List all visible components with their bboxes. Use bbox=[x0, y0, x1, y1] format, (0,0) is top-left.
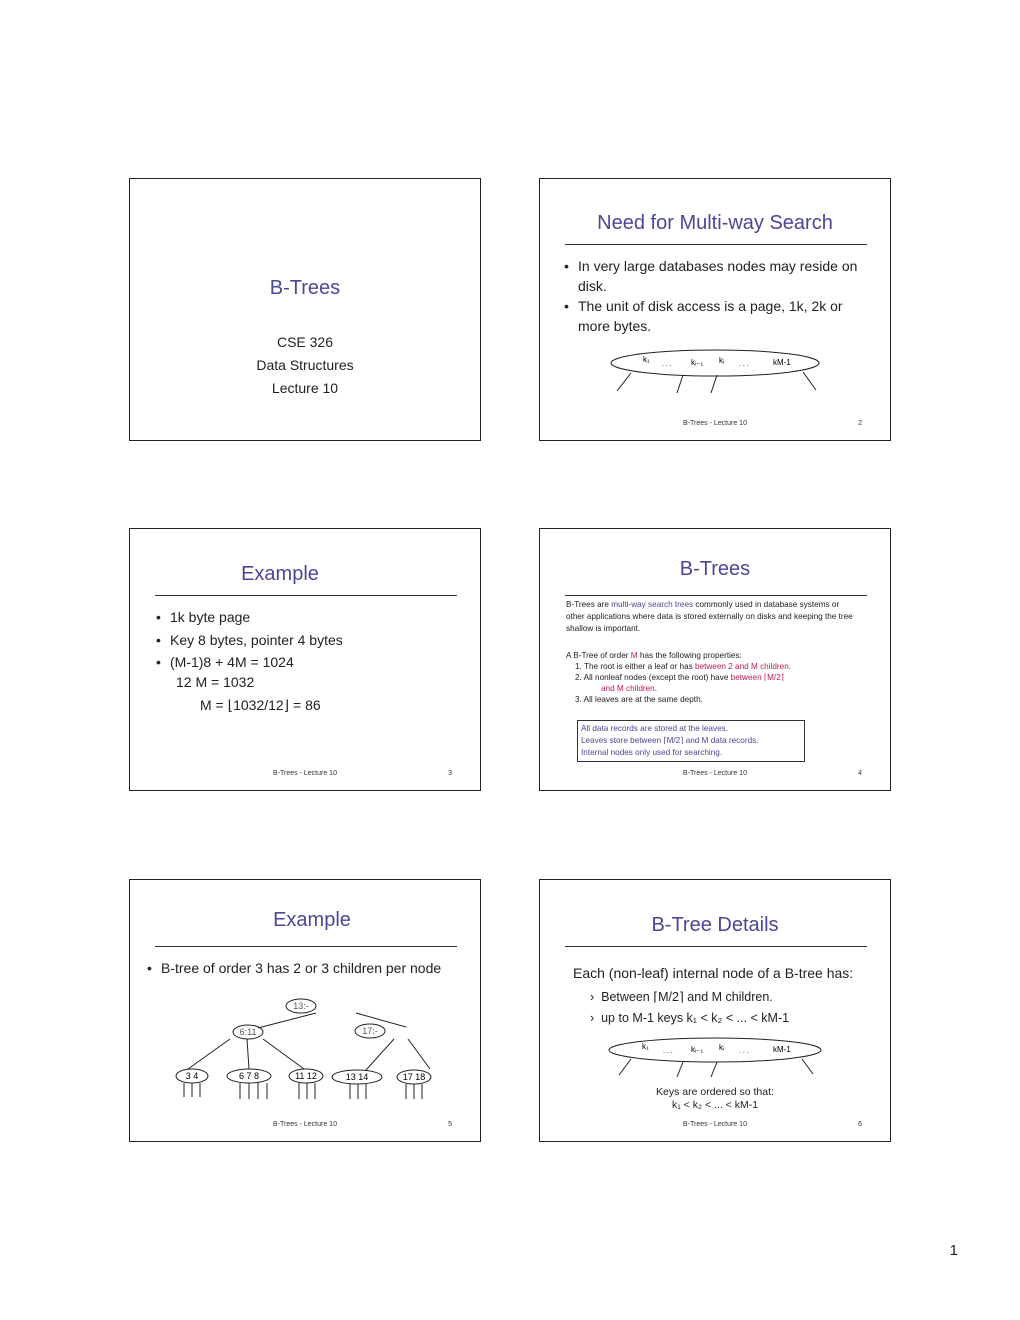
bullet-list bbox=[154, 606, 464, 674]
bullet-item: • B-tree of order 3 has 2 or 3 children per node bbox=[145, 959, 445, 978]
leaf-node: 6 7 8 bbox=[238, 1071, 260, 1081]
summary-box bbox=[577, 720, 805, 762]
key-ki-1: kᵢ₋₁ bbox=[691, 1045, 704, 1054]
key-ki: kᵢ bbox=[719, 356, 725, 365]
property-3: 3. All leaves are at the same depth. bbox=[575, 695, 703, 704]
leaf-node: 17 18 bbox=[402, 1072, 426, 1082]
key-dots: . . . bbox=[663, 1048, 673, 1055]
page-number: 1 bbox=[949, 1242, 958, 1259]
slide-5 bbox=[129, 879, 481, 1142]
leaf-node: 3 4 bbox=[185, 1071, 199, 1081]
leaf-node: 11 12 bbox=[295, 1071, 317, 1081]
key-dots: . . . bbox=[739, 1048, 749, 1055]
slide-number: 2 bbox=[858, 420, 862, 427]
equation-line: 12 M = 1032 bbox=[176, 674, 255, 690]
slide-number: 5 bbox=[448, 1121, 452, 1128]
intro-highlight: multi-way search trees bbox=[611, 600, 694, 609]
slide-number: 4 bbox=[858, 770, 862, 777]
bullet-list bbox=[145, 959, 445, 978]
node-diagram bbox=[610, 347, 830, 395]
bullet-item: • (M-1)8 + 4M = 1024 bbox=[154, 651, 464, 674]
slide-footer: B-Trees - Lecture 10 bbox=[683, 1121, 747, 1128]
bullet-item: • The unit of disk access is a page, 1k, 2k or more bytes. bbox=[562, 296, 872, 336]
bullet-item: • Key 8 bytes, pointer 4 bytes bbox=[154, 629, 464, 652]
sub-list bbox=[590, 987, 789, 1029]
properties-intro: A B-Tree of order M has the following properties: bbox=[566, 651, 742, 660]
summary-line: Leaves store between ⌈M/2⌉ and M data records. bbox=[581, 736, 759, 745]
arrow-icon: › bbox=[590, 1011, 602, 1025]
intro-paragraph bbox=[566, 599, 856, 635]
arrow-icon: › bbox=[590, 990, 602, 1004]
sub-item: › Between ⌈M/2⌉ and M children. bbox=[590, 990, 773, 1004]
slide-title: Need for Multi-way Search bbox=[597, 212, 833, 234]
slide-title: B-Trees bbox=[679, 558, 751, 580]
key-k1: k₁ bbox=[643, 355, 650, 364]
property-2-cont: and M children. bbox=[601, 684, 657, 693]
slide-title: Example bbox=[241, 563, 319, 585]
key-ki-1: kᵢ₋₁ bbox=[691, 358, 704, 367]
slide-4 bbox=[539, 528, 891, 791]
lecture-label: Lecture 10 bbox=[271, 380, 339, 396]
slide-footer: B-Trees - Lecture 10 bbox=[273, 1121, 337, 1128]
root-node: 13:- bbox=[293, 1001, 309, 1011]
summary-line: All data records are stored at the leaves. bbox=[581, 724, 728, 733]
summary-line: Internal nodes only used for searching. bbox=[581, 748, 723, 757]
slide-number: 6 bbox=[858, 1121, 862, 1128]
intro-text: B-Trees are bbox=[566, 600, 612, 609]
node-diagram bbox=[608, 1037, 828, 1079]
slide-3 bbox=[129, 528, 481, 791]
intro-text: commonly used in database systems or other applications where data is stored externally on disks and keeping the tree shallow is important. bbox=[566, 600, 853, 633]
properties-block bbox=[566, 650, 866, 705]
equation-result: M = ⌊1032/12⌋ = 86 bbox=[200, 697, 321, 713]
title-rule bbox=[565, 595, 867, 596]
key-km-1: kM-1 bbox=[773, 1045, 791, 1054]
property-1: 1. The root is either a leaf or has between 2 and M children. bbox=[575, 662, 792, 671]
slide-title: B-Tree Details bbox=[651, 914, 779, 936]
key-k1: k₁ bbox=[642, 1042, 649, 1051]
slide-title: B-Trees bbox=[269, 277, 341, 299]
subtitle-block bbox=[130, 331, 480, 400]
slide-6 bbox=[539, 879, 891, 1142]
slide-1 bbox=[129, 178, 481, 441]
slide-footer: B-Trees - Lecture 10 bbox=[683, 770, 747, 777]
internal-node-left: 6:11 bbox=[239, 1027, 257, 1037]
leaf-node: 13 14 bbox=[345, 1072, 369, 1082]
slide-2 bbox=[539, 178, 891, 441]
title-rule bbox=[565, 946, 867, 947]
slide-footer: B-Trees - Lecture 10 bbox=[273, 770, 337, 777]
btree-diagram bbox=[170, 998, 440, 1116]
course-name: Data Structures bbox=[256, 357, 354, 373]
key-dots: . . . bbox=[662, 361, 672, 368]
course-code: CSE 326 bbox=[276, 334, 334, 350]
slide-title: Example bbox=[273, 909, 351, 931]
lead-text: Each (non-leaf) internal node of a B-tree has: bbox=[573, 965, 854, 981]
caption-line: Keys are ordered so that: bbox=[656, 1086, 774, 1098]
key-km-1: kM-1 bbox=[773, 358, 791, 367]
key-ki: kᵢ bbox=[719, 1043, 725, 1052]
bullet-item: • 1k byte page bbox=[154, 606, 464, 629]
slide-number: 3 bbox=[448, 770, 452, 777]
title-rule bbox=[565, 244, 867, 245]
bullet-item: • In very large databases nodes may reside on disk. bbox=[562, 256, 872, 296]
internal-node-right: 17:- bbox=[362, 1026, 378, 1036]
bullet-list bbox=[562, 256, 872, 336]
slide-footer: B-Trees - Lecture 10 bbox=[683, 420, 747, 427]
property-2: 2. All nonleaf nodes (except the root) have between ⌈M/2⌉ bbox=[575, 673, 784, 682]
key-dots: . . . bbox=[739, 361, 749, 368]
title-rule bbox=[155, 946, 457, 947]
title-rule bbox=[155, 595, 457, 596]
sub-item: › up to M-1 keys k₁ < k₂ < ... < kM-1 bbox=[590, 1011, 790, 1025]
caption-line: k₁ < k₂ < ... < kM-1 bbox=[671, 1099, 759, 1111]
ordering-caption bbox=[540, 1086, 890, 1112]
